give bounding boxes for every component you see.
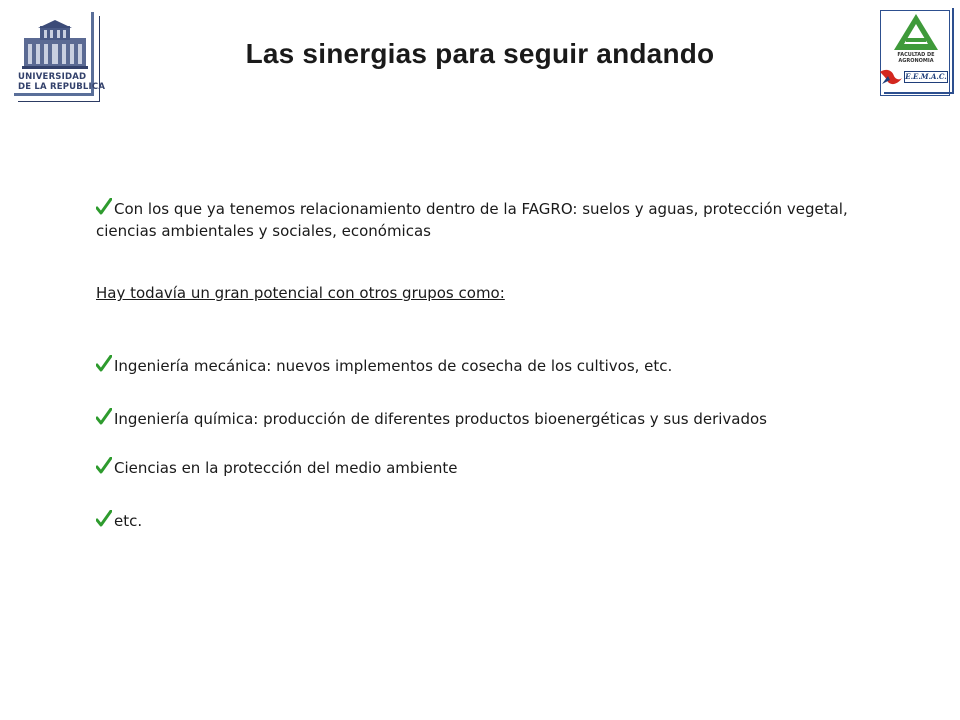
intro-text: Con los que ya tenemos relacionamiento dentro de la FAGRO: suelos y aguas, protección vegetal, ciencias ambientales y sociales, económicas bbox=[96, 200, 848, 240]
list-item-text: etc. bbox=[114, 512, 143, 530]
bird-icon bbox=[878, 66, 904, 88]
universidad-wordmark bbox=[18, 72, 106, 92]
check-icon bbox=[96, 457, 112, 475]
slide-title: Las sinergias para seguir andando bbox=[245, 38, 715, 69]
check-icon bbox=[96, 408, 112, 426]
facultad-line1: FACULTAD DE bbox=[897, 52, 935, 58]
agronomia-logo bbox=[876, 8, 956, 98]
universidad-line1: UNIVERSIDAD bbox=[18, 72, 87, 82]
check-icon bbox=[96, 198, 112, 216]
intro-paragraph bbox=[96, 198, 896, 242]
list-item bbox=[96, 355, 672, 377]
universidad-line2: DE LA REPUBLICA bbox=[18, 82, 106, 92]
check-icon bbox=[96, 355, 112, 373]
ebmac-badge: E.E.M.A.C. bbox=[905, 72, 947, 81]
agronomia-triangle-icon bbox=[892, 12, 940, 52]
subheading: Hay todavía un gran potencial con otros grupos como: bbox=[96, 284, 505, 302]
facultad-wordmark bbox=[886, 52, 946, 64]
facultad-line2: AGRONOMIA bbox=[898, 58, 934, 64]
list-item-text: Ciencias en la protección del medio ambiente bbox=[114, 459, 458, 477]
list-item-text: Ingeniería química: producción de diferentes productos bioenergéticas y sus derivados bbox=[114, 410, 767, 428]
list-item bbox=[96, 408, 767, 430]
list-item bbox=[96, 510, 142, 532]
list-item bbox=[96, 457, 457, 479]
list-item-text: Ingeniería mecánica: nuevos implementos de cosecha de los cultivos, etc. bbox=[114, 357, 673, 375]
check-icon bbox=[96, 510, 112, 528]
